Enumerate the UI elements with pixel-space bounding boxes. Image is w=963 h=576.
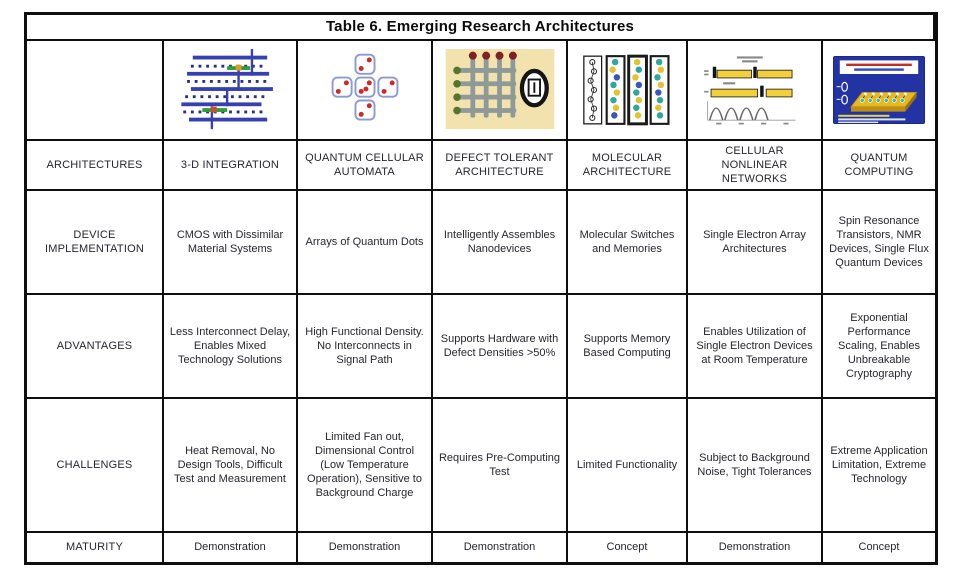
cell-image-quantum-cellular-automata <box>298 41 433 141</box>
quantum-computing-icon <box>827 44 931 136</box>
corner-empty-cell <box>27 41 164 141</box>
device-implementation-cell: Molecular Switches and Memories <box>568 191 688 295</box>
device-implementation-cell: Arrays of Quantum Dots <box>298 191 433 295</box>
maturity-cell: Demonstration <box>433 533 568 562</box>
challenges-cell: Requires Pre-Computing Test <box>433 399 568 533</box>
cell-image-molecular <box>568 41 688 141</box>
quantum-cellular-automata-icon <box>303 44 427 136</box>
architecture-name: QUANTUM COMPUTING <box>823 141 935 191</box>
maturity-cell: Demonstration <box>688 533 823 562</box>
device-implementation-cell: Spin Resonance Transistors, NMR Devices, Single Flux Quantum Devices <box>823 191 935 295</box>
advantages-cell: Supports Hardware with Defect Densities >50% <box>433 295 568 399</box>
architecture-name: MOLECULAR ARCHITECTURE <box>568 141 688 191</box>
row-label-maturity: MATURITY <box>27 533 164 562</box>
advantages-cell: Enables Utilization of Single Electron Devices at Room Temperature <box>688 295 823 399</box>
challenges-cell: Heat Removal, No Design Tools, Difficult Test and Measurement <box>164 399 298 533</box>
architecture-name: CELLULAR NONLINEAR NETWORKS <box>688 141 823 191</box>
maturity-cell: Demonstration <box>164 533 298 562</box>
challenges-cell: Subject to Background Noise, Tight Tolerances <box>688 399 823 533</box>
row-label-challenges: CHALLENGES <box>27 399 164 533</box>
three-d-integration-icon <box>168 44 292 136</box>
maturity-cell: Concept <box>568 533 688 562</box>
row-label-advantages: ADVANTAGES <box>27 295 164 399</box>
architecture-name: QUANTUM CELLULAR AUTOMATA <box>298 141 433 191</box>
device-implementation-cell: CMOS with Dissimilar Material Systems <box>164 191 298 295</box>
molecular-architecture-icon <box>572 44 682 136</box>
row-label-architectures: ARCHITECTURES <box>27 141 164 191</box>
advantages-cell: Exponential Performance Scaling, Enables Unbreakable Cryptography <box>823 295 935 399</box>
row-label-device-implementation: DEVICE IMPLEMENTATION <box>27 191 164 295</box>
device-implementation-cell: Intelligently Assembles Nanodevices <box>433 191 568 295</box>
cell-image-cellular-nonlinear <box>688 41 823 141</box>
device-implementation-cell: Single Electron Array Architectures <box>688 191 823 295</box>
defect-tolerant-crossbar-icon <box>438 44 562 136</box>
cell-image-3d-integration <box>164 41 298 141</box>
cell-image-quantum-computing <box>823 41 935 141</box>
emerging-research-architectures-table <box>24 12 938 565</box>
maturity-cell: Concept <box>858 541 900 554</box>
architecture-name: DEFECT TOLERANT ARCHITECTURE <box>433 141 568 191</box>
advantages-cell: Less Interconnect Delay, Enables Mixed Technology Solutions <box>164 295 298 399</box>
cell-image-defect-tolerant <box>433 41 568 141</box>
challenges-cell: Limited Fan out, Dimensional Control (Low Temperature Operation), Sensitive to Background Charge <box>298 399 433 533</box>
challenges-cell: Limited Functionality <box>568 399 688 533</box>
table-title: Table 6. Emerging Research Architectures <box>27 15 935 41</box>
architecture-name: 3-D INTEGRATION <box>164 141 298 191</box>
maturity-cell: Demonstration <box>298 533 433 562</box>
advantages-cell: Supports Memory Based Computing <box>568 295 688 399</box>
advantages-cell: High Functional Density. No Interconnects in Signal Path <box>298 295 433 399</box>
cellular-nonlinear-networks-icon <box>699 44 811 136</box>
challenges-cell: Extreme Application Limitation, Extreme Technology <box>823 399 935 533</box>
